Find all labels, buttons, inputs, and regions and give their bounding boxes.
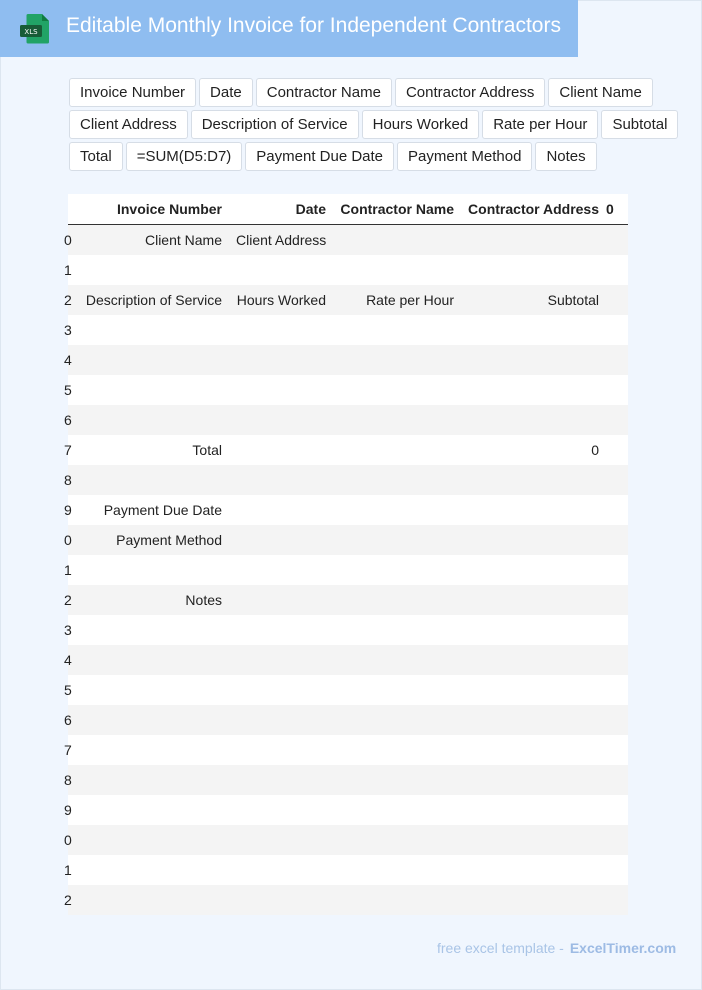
sheet-cell[interactable]: Subtotal [547, 292, 599, 308]
sheet-row [64, 285, 628, 315]
sheet-row [64, 705, 628, 735]
row-number: 7 [64, 742, 72, 758]
row-number: 3 [64, 622, 72, 638]
field-chip[interactable]: Notes [535, 142, 596, 171]
row-number: 5 [64, 382, 72, 398]
row-number: 2 [64, 892, 72, 908]
sheet-row [64, 855, 628, 885]
xls-icon-label: XLS [24, 28, 38, 36]
row-number: 8 [64, 472, 72, 488]
field-chip[interactable]: Description of Service [191, 110, 359, 139]
sheet-cell[interactable]: Client Name [144, 232, 222, 248]
row-number: 6 [64, 412, 72, 428]
footer-brand-link[interactable]: ExcelTimer.com [569, 940, 677, 956]
sheet-row [64, 225, 628, 255]
sheet-row [64, 345, 628, 375]
excel-file-icon [20, 13, 50, 44]
row-number: 0 [64, 232, 72, 248]
row-number: 8 [64, 772, 72, 788]
field-chip[interactable]: Total [69, 142, 123, 171]
row-number: 2 [64, 592, 72, 608]
sheet-row [64, 795, 628, 825]
row-number: 1 [64, 562, 72, 578]
row-number: 5 [64, 682, 72, 698]
field-chip[interactable]: Contractor Address [395, 78, 545, 107]
field-chip[interactable]: Date [199, 78, 253, 107]
sheet-cell[interactable]: Payment Method [116, 532, 222, 548]
sheet-row [64, 315, 628, 345]
title-banner [0, 0, 578, 57]
sheet-row [64, 645, 628, 675]
sheet-cell[interactable]: 0 [591, 442, 599, 458]
field-chip[interactable]: =SUM(D5:D7) [126, 142, 243, 171]
sheet-row [64, 735, 628, 765]
sheet-row [64, 675, 628, 705]
field-chip-list [69, 78, 689, 171]
sheet-row [64, 825, 628, 855]
row-number: 1 [64, 862, 72, 878]
row-number: 7 [64, 442, 72, 458]
field-chip[interactable]: Invoice Number [69, 78, 196, 107]
row-number: 3 [64, 322, 72, 338]
sheet-cell[interactable]: Notes [185, 592, 222, 608]
sheet-header-row [68, 194, 628, 225]
sheet-cell[interactable]: Client Address [236, 232, 327, 248]
row-number: 0 [64, 532, 72, 548]
row-number: 9 [64, 802, 72, 818]
sheet-header-cell[interactable]: Contractor Address [468, 201, 599, 217]
footer-credit [437, 940, 676, 956]
sheet-row [64, 765, 628, 795]
sheet-header-cell[interactable]: 0 [606, 201, 614, 217]
sheet-cell[interactable]: Rate per Hour [366, 292, 454, 308]
field-chip[interactable]: Client Name [548, 78, 653, 107]
sheet-header-cell[interactable]: Contractor Name [340, 201, 454, 217]
sheet-row [64, 465, 628, 495]
sheet-row [64, 885, 628, 915]
spreadsheet-preview [64, 194, 628, 915]
row-number: 6 [64, 712, 72, 728]
sheet-header-cell[interactable]: Date [295, 201, 326, 217]
field-chip[interactable]: Rate per Hour [482, 110, 598, 139]
sheet-cell[interactable]: Payment Due Date [103, 502, 222, 518]
field-chip[interactable]: Payment Due Date [245, 142, 394, 171]
sheet-row [64, 495, 628, 525]
row-number: 4 [64, 352, 72, 368]
field-chip[interactable]: Subtotal [601, 110, 678, 139]
row-number: 1 [64, 262, 72, 278]
sheet-row [64, 375, 628, 405]
sheet-row [64, 405, 628, 435]
sheet-header-cell[interactable]: Invoice Number [116, 201, 222, 217]
sheet-cell[interactable]: Description of Service [85, 292, 222, 308]
field-chip[interactable]: Client Address [69, 110, 188, 139]
field-chip[interactable]: Contractor Name [256, 78, 392, 107]
sheet-row [64, 525, 628, 555]
field-chip[interactable]: Payment Method [397, 142, 532, 171]
field-chip[interactable]: Hours Worked [362, 110, 480, 139]
sheet-row [64, 255, 628, 285]
sheet-cell[interactable]: Hours Worked [236, 292, 326, 308]
sheet-row [64, 585, 628, 615]
row-number: 9 [64, 502, 72, 518]
sheet-cell[interactable]: Total [192, 442, 222, 458]
footer-text: free excel template - [437, 940, 564, 956]
sheet-row [64, 435, 628, 465]
row-number: 2 [64, 292, 72, 308]
page-title: Editable Monthly Invoice for Independent Contractors [66, 14, 561, 37]
sheet-row [64, 615, 628, 645]
row-number: 0 [64, 832, 72, 848]
sheet-row [64, 555, 628, 585]
row-number: 4 [64, 652, 72, 668]
